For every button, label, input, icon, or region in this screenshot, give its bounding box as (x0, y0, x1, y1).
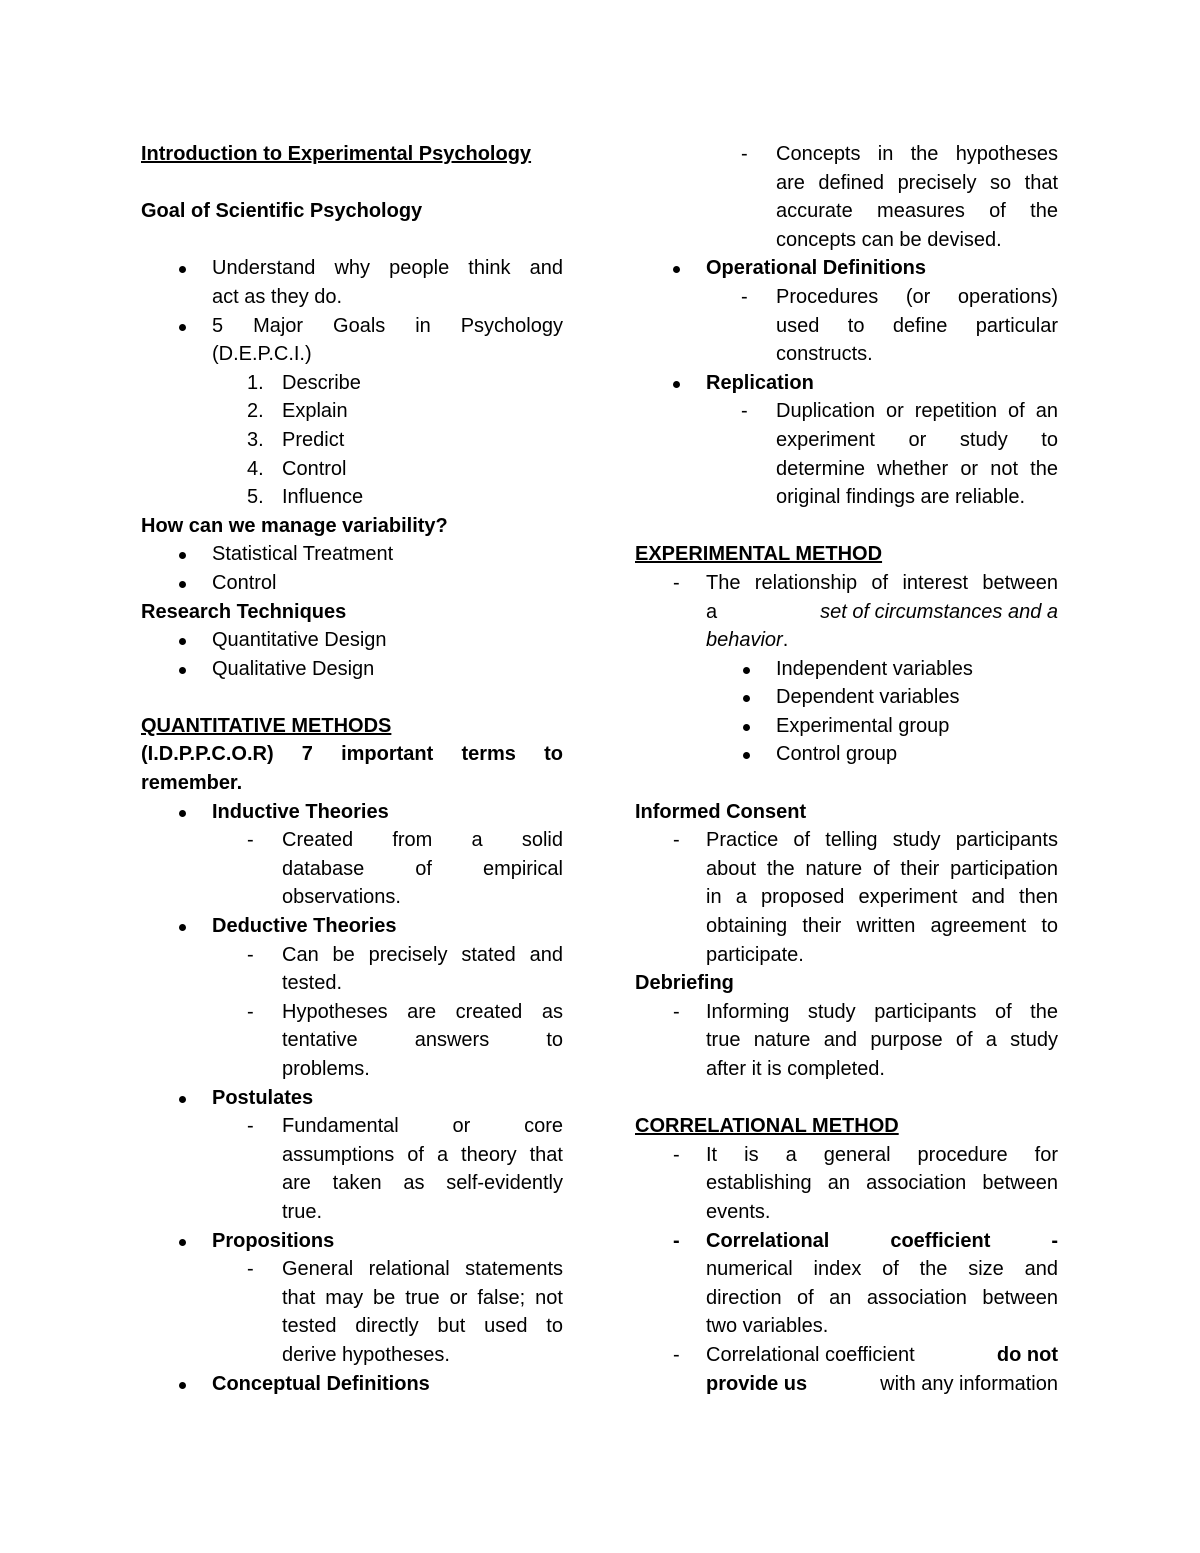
line-text: Informing study participants of the (706, 1000, 1058, 1023)
text-line (635, 1169, 1058, 1198)
line-text: that may be true or false; not (282, 1286, 563, 1309)
text-line (635, 1284, 1058, 1313)
line-text: act as they do. (212, 285, 343, 308)
numbered-item (141, 426, 563, 455)
text-line (141, 1198, 563, 1227)
page-title-text: Introduction to Experimental Psychology (141, 143, 532, 165)
bullet-icon (743, 752, 750, 759)
line-text: Procedures (or operations) (776, 285, 1058, 308)
text-line (635, 483, 1058, 512)
list-number: 5. (247, 486, 264, 509)
list-number: 1. (247, 371, 264, 394)
goal-label: Influence (282, 486, 364, 509)
text-line (141, 254, 563, 283)
line-text: How can we manage variability? (141, 514, 448, 537)
line-text: Understand why people think and (212, 257, 563, 280)
text-line (635, 283, 1058, 312)
section-heading (141, 197, 563, 226)
goal-label: Describe (282, 371, 361, 394)
bullet-icon (179, 1239, 186, 1246)
line-text: tentative answers to (282, 1029, 563, 1052)
right-column (635, 140, 1058, 1398)
line-text: in a proposed experiment and then (706, 886, 1058, 909)
bullet-item (635, 655, 1058, 684)
goal-label: Predict (282, 428, 345, 451)
spacer (141, 226, 563, 255)
goal-label: Control (282, 457, 347, 480)
text-line (141, 1055, 563, 1084)
text-line (141, 1255, 563, 1284)
line-text: The relationship of interest between (706, 571, 1058, 594)
bullet-item (141, 626, 563, 655)
section-heading (141, 712, 563, 741)
bullet-icon (179, 638, 186, 645)
subheading-line (141, 740, 563, 769)
text-line (141, 1112, 563, 1141)
text-line (141, 969, 563, 998)
page-title (141, 140, 563, 169)
bullet-icon (743, 724, 750, 731)
section-heading (635, 1112, 1058, 1141)
line-text: direction of an association between (706, 1286, 1058, 1309)
spacer (141, 683, 563, 712)
text-span: a (706, 600, 718, 623)
dash-marker: - (673, 1229, 680, 1252)
text-line (635, 1227, 1058, 1256)
text-line (141, 941, 563, 970)
text-line (141, 826, 563, 855)
dash-marker: - (247, 943, 254, 966)
goal-label: Explain (282, 400, 348, 423)
text-line (635, 340, 1058, 369)
line-text: are defined precisely so that (776, 171, 1058, 194)
line-text: Practice of telling study participants (706, 829, 1058, 852)
section-heading (635, 540, 1058, 569)
term-heading (635, 254, 1058, 283)
line-text: about the nature of their participation (706, 857, 1058, 880)
text-line (635, 1026, 1058, 1055)
line-text: observations. (282, 886, 401, 909)
text-span: . (782, 629, 789, 652)
line-text: (I.D.P.P.C.O.R) 7 important terms to (141, 743, 563, 766)
bullet-icon (179, 324, 186, 331)
text-line (635, 197, 1058, 226)
text-line (635, 1312, 1058, 1341)
numbered-item (141, 369, 563, 398)
line-text: are taken as self-evidently (282, 1172, 563, 1195)
line-text: General relational statements (282, 1258, 563, 1281)
line-text: true. (282, 1200, 323, 1223)
line-text: Postulates (212, 1086, 314, 1109)
line-text: Hypotheses are created as (282, 1000, 563, 1023)
text-line (635, 855, 1058, 884)
bullet-icon (179, 1382, 186, 1389)
list-number: 2. (247, 400, 264, 423)
text-span: with any information (880, 1372, 1058, 1395)
list-number: 3. (247, 428, 264, 451)
text-line (141, 998, 563, 1027)
term-heading (141, 798, 563, 827)
spacer (635, 769, 1058, 798)
text-line (635, 598, 1058, 627)
text-line (141, 340, 563, 369)
line-text: derive hypotheses. (282, 1343, 450, 1366)
line-text: Experimental group (776, 714, 950, 737)
line-text: Dependent variables (776, 686, 960, 709)
line-text: EXPERIMENTAL METHOD (635, 543, 883, 566)
text-line (635, 1055, 1058, 1084)
line-text: Independent variables (776, 657, 973, 680)
bullet-item (635, 683, 1058, 712)
bullet-icon (179, 552, 186, 559)
text-line (635, 1341, 1058, 1370)
text-line (141, 883, 563, 912)
line-text: 5 Major Goals in Psychology (212, 314, 563, 337)
bullet-item (141, 569, 563, 598)
line-text: Statistical Treatment (212, 543, 394, 566)
line-text: Conceptual Definitions (212, 1372, 430, 1395)
text-line (635, 455, 1058, 484)
line-text: Control group (776, 743, 898, 766)
text-line (141, 1026, 563, 1055)
spacer (635, 512, 1058, 541)
line-text: database of empirical (282, 857, 563, 880)
line-text: Quantitative Design (212, 629, 387, 652)
bullet-icon (743, 667, 750, 674)
italic-span: behavior (706, 629, 783, 652)
section-heading (141, 598, 563, 627)
line-text: Replication (706, 371, 814, 394)
bullet-icon (179, 667, 186, 674)
left-column (141, 140, 563, 1398)
text-line (635, 883, 1058, 912)
spacer (635, 1084, 1058, 1113)
bold-span: do not (996, 1343, 1058, 1366)
text-line (635, 998, 1058, 1027)
text-span: Correlational coefficient (706, 1343, 915, 1366)
dash-marker: - (673, 1143, 680, 1166)
numbered-item (141, 397, 563, 426)
line-text: tested. (282, 972, 343, 995)
term-heading (141, 1084, 563, 1113)
numbered-item (141, 483, 563, 512)
term-heading (141, 912, 563, 941)
line-text: Propositions (212, 1229, 335, 1252)
dash-marker: - (247, 1258, 254, 1281)
line-text: events. (706, 1200, 771, 1223)
term-heading (141, 1227, 563, 1256)
bullet-item (635, 740, 1058, 769)
text-line (141, 312, 563, 341)
text-line (635, 626, 1058, 655)
text-line (635, 1198, 1058, 1227)
line-text: It is a general procedure for (706, 1143, 1058, 1166)
text-line (635, 941, 1058, 970)
bullet-icon (179, 266, 186, 273)
line-text: two variables. (706, 1315, 829, 1338)
bullet-icon (673, 381, 680, 388)
line-text: Duplication or repetition of an (776, 400, 1058, 423)
section-heading (635, 969, 1058, 998)
line-text: CORRELATIONAL METHOD (635, 1115, 899, 1138)
dash-marker: - (741, 143, 748, 165)
line-text: numerical index of the size and (706, 1258, 1058, 1281)
italic-span: set of circumstances and a (820, 600, 1058, 623)
bullet-icon (743, 695, 750, 702)
line-text: original findings are reliable. (776, 486, 1026, 509)
dash-marker: - (247, 829, 254, 852)
line-text: Qualitative Design (212, 657, 375, 680)
line-text: obtaining their written agreement to (706, 915, 1058, 938)
line-text: used to define particular (776, 314, 1058, 337)
bullet-icon (179, 924, 186, 931)
line-text: concepts can be devised. (776, 228, 1002, 251)
text-line (635, 169, 1058, 198)
line-text: experiment or study to (776, 428, 1058, 451)
term-heading (635, 369, 1058, 398)
text-line (635, 826, 1058, 855)
bullet-item (141, 655, 563, 684)
line-text: Deductive Theories (212, 915, 397, 938)
bullet-icon (179, 1096, 186, 1103)
bold-span: provide us (706, 1372, 808, 1395)
dash-marker: - (741, 285, 748, 308)
dash-marker: - (741, 400, 748, 423)
bullet-item (141, 540, 563, 569)
dash-marker: - (673, 829, 680, 852)
line-text: determine whether or not the (776, 457, 1058, 480)
text-line (635, 426, 1058, 455)
line-text: participate. (706, 943, 804, 966)
dash-marker: - (673, 1343, 680, 1366)
line-text: remember. (141, 772, 243, 795)
dash-marker: - (247, 1115, 254, 1138)
line-text: Debriefing (635, 972, 734, 995)
line-text: Concepts in the hypotheses (776, 143, 1058, 165)
numbered-item (141, 455, 563, 484)
line-text: Fundamental or core (282, 1115, 563, 1138)
text-line (141, 1341, 563, 1370)
line-text: Operational Definitions (706, 257, 927, 280)
line-text: (D.E.P.C.I.) (212, 343, 312, 366)
text-line (635, 569, 1058, 598)
text-line (141, 283, 563, 312)
dash-marker: - (673, 1000, 680, 1023)
line-text: Informed Consent (635, 800, 807, 823)
list-number: 4. (247, 457, 264, 480)
dash-marker: - (673, 571, 680, 594)
text-line (635, 912, 1058, 941)
line-text: accurate measures of the (776, 200, 1058, 223)
section-heading (635, 798, 1058, 827)
text-line (635, 1255, 1058, 1284)
line-text: tested directly but used to (282, 1315, 563, 1338)
subheading-line (141, 769, 563, 798)
spacer (141, 169, 563, 198)
text-line (635, 312, 1058, 341)
line-text: Research Techniques (141, 600, 347, 623)
text-line (635, 1370, 1058, 1399)
term-heading (141, 1370, 563, 1399)
bullet-icon (673, 266, 680, 273)
bullet-icon (179, 581, 186, 588)
bullet-item (635, 712, 1058, 741)
line-text: Created from a solid (282, 829, 563, 852)
text-line (635, 140, 1058, 169)
text-line (635, 397, 1058, 426)
line-text: QUANTITATIVE METHODS (141, 714, 392, 737)
line-text: after it is completed. (706, 1058, 885, 1080)
line-text: assumptions of a theory that (282, 1143, 563, 1166)
line-text: Correlational coefficient - (706, 1229, 1058, 1252)
line-text: true nature and purpose of a study (706, 1029, 1058, 1052)
section-heading (141, 512, 563, 541)
line-text: constructs. (776, 343, 873, 366)
text-line (141, 855, 563, 884)
text-line (635, 226, 1058, 255)
text-line (141, 1141, 563, 1170)
line-text: Goal of Scientific Psychology (141, 200, 423, 223)
text-line (635, 1141, 1058, 1170)
text-line (141, 1312, 563, 1341)
line-text: establishing an association between (706, 1172, 1058, 1195)
line-text: Inductive Theories (212, 800, 389, 823)
dash-marker: - (247, 1000, 254, 1023)
text-line (141, 1169, 563, 1198)
line-text: Can be precisely stated and (282, 943, 563, 966)
text-line (141, 1284, 563, 1313)
line-text: Control (212, 571, 277, 594)
line-text: problems. (282, 1058, 370, 1080)
bullet-icon (179, 810, 186, 817)
